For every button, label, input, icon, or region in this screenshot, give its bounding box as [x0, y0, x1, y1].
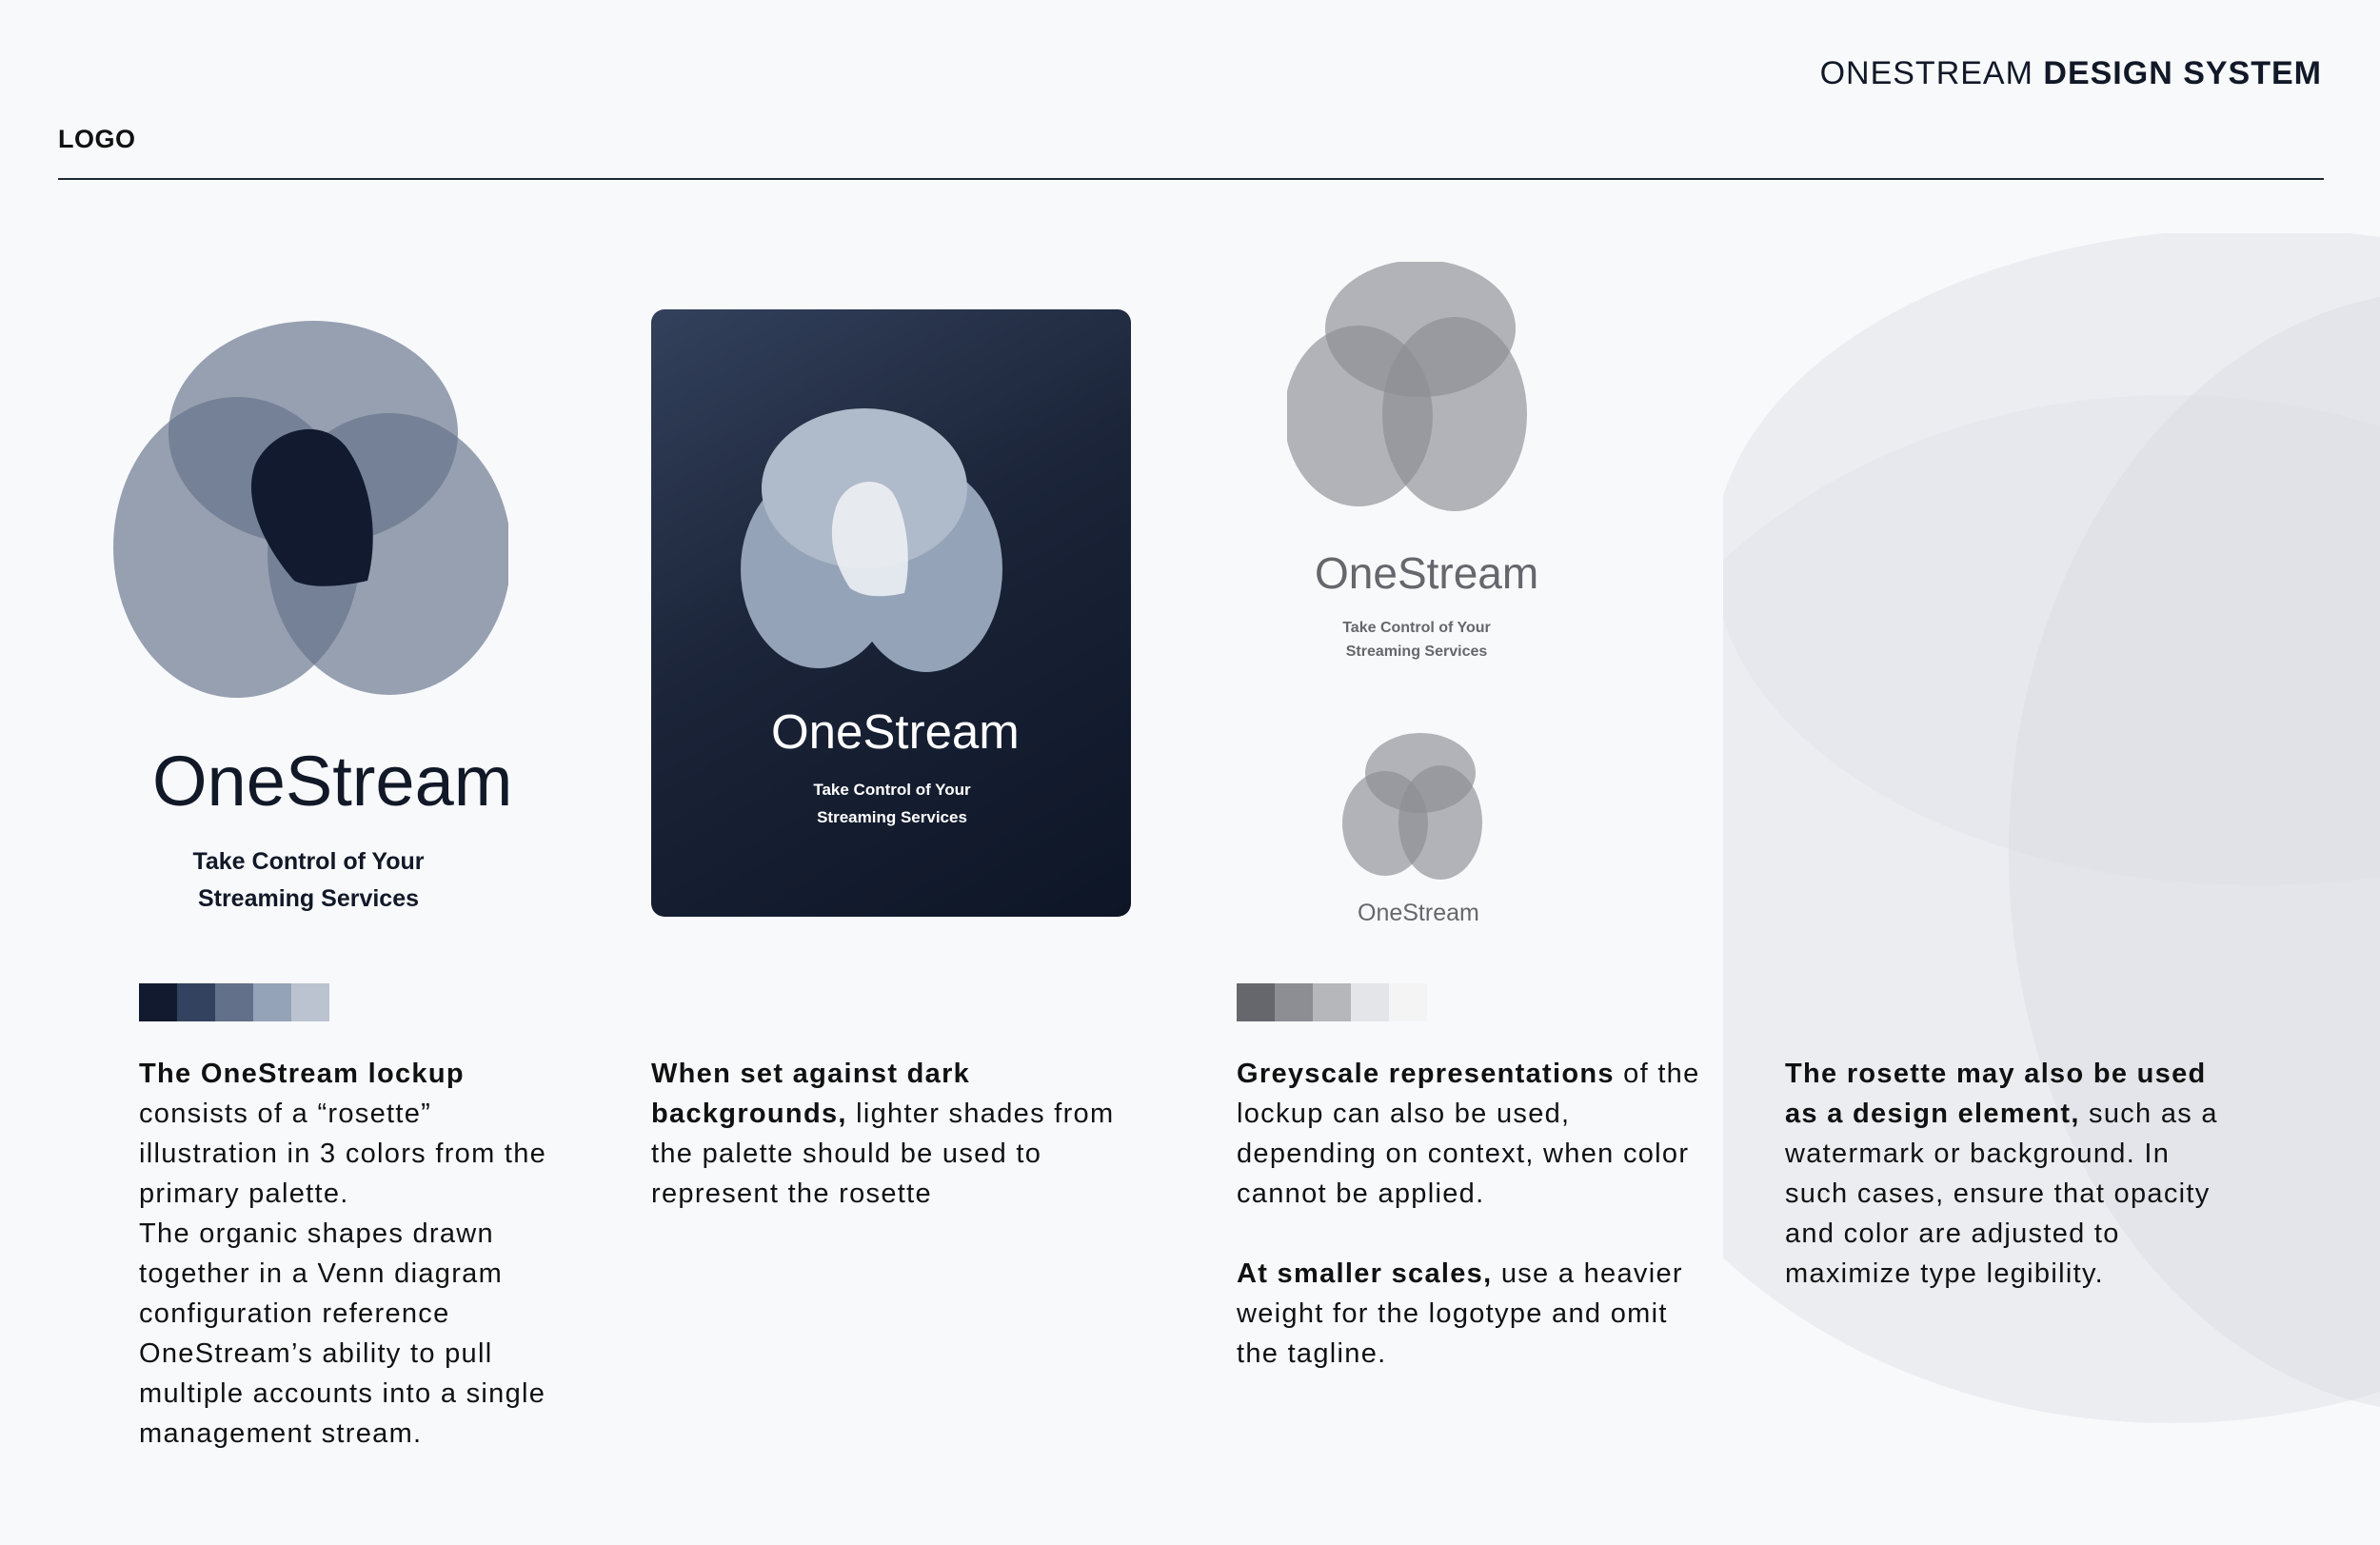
grey-swatch-5: [1389, 983, 1427, 1021]
primary-palette-swatches: [139, 983, 329, 1021]
design-system-label: DESIGN SYSTEM: [2043, 55, 2322, 91]
logo-wordmark-dark: OneStream: [771, 704, 1020, 759]
tagline-dark-line-2: Streaming Services: [817, 808, 967, 826]
lockup-heading: The OneStream lockup: [139, 1059, 465, 1089]
swatch-4: [253, 983, 291, 1021]
dark-bg-heading: When set against dark backgrounds,: [651, 1059, 971, 1129]
design-system-title: [1820, 55, 2322, 92]
logo-tagline-greyscale: [1323, 616, 1510, 664]
logo-wordmark-greyscale: OneStream: [1315, 548, 1539, 598]
greyscale-text: of the lockup can also be used, depending on context, when color cannot be applied.: [1237, 1059, 1700, 1209]
tagline-grey-line-1: Take Control of Your: [1342, 620, 1491, 636]
swatch-1: [139, 983, 177, 1021]
grey-swatch-1: [1237, 983, 1275, 1021]
watermark-text: such as a watermark or background. In such cases, ensure that opacity and color are adjusted to maximize type legibility.: [1785, 1099, 2218, 1289]
lockup-text-2: The organic shapes drawn together in a Venn diagram configuration reference OneStream’s ability to pull multiple accounts into a single management stream.: [139, 1218, 546, 1449]
grey-swatch-3: [1313, 983, 1351, 1021]
lockup-description: [139, 1054, 577, 1454]
section-title: LOGO: [58, 125, 136, 153]
swatch-3: [215, 983, 253, 1021]
greyscale-heading: Greyscale representations: [1237, 1059, 1615, 1089]
rosette-logo-primary: [109, 305, 508, 704]
dark-bg-text: lighter shades from the palette should be used to represent the rosette: [651, 1099, 1115, 1209]
rosette-logo-small: [1342, 733, 1499, 890]
tagline-dark-line-1: Take Control of Your: [813, 781, 971, 799]
grey-swatch-2: [1275, 983, 1313, 1021]
dark-background-description: [651, 1054, 1137, 1214]
grey-swatch-4: [1351, 983, 1389, 1021]
greyscale-description: [1237, 1054, 1713, 1374]
swatch-5: [291, 983, 329, 1021]
small-scale-heading: At smaller scales,: [1237, 1258, 1493, 1289]
tagline-line-1: Take Control of Your: [192, 848, 425, 875]
watermark-heading: The rosette may also be used as a design element,: [1785, 1059, 2207, 1129]
swatch-2: [177, 983, 215, 1021]
header-divider: [58, 178, 2324, 180]
rosette-logo-greyscale: [1287, 262, 1554, 528]
small-scale-text: use a heavier weight for the logotype and omit the tagline.: [1237, 1258, 1683, 1369]
logo-wordmark-small: OneStream: [1358, 900, 1479, 926]
brand-name: ONESTREAM: [1819, 55, 2033, 91]
logo-tagline-dark: [765, 776, 1019, 831]
lockup-text: consists of a “rosette” illustration in 3 colors from the primary palette.: [139, 1099, 547, 1209]
greyscale-palette-swatches: [1237, 983, 1427, 1021]
tagline-grey-line-2: Streaming Services: [1345, 644, 1488, 660]
watermark-description: [1785, 1054, 2223, 1294]
logo-wordmark: OneStream: [152, 742, 513, 821]
rosette-logo-dark: [741, 393, 1026, 679]
dark-background-card: [651, 309, 1131, 917]
logo-tagline: [152, 843, 465, 918]
tagline-line-2: Streaming Services: [197, 885, 420, 912]
